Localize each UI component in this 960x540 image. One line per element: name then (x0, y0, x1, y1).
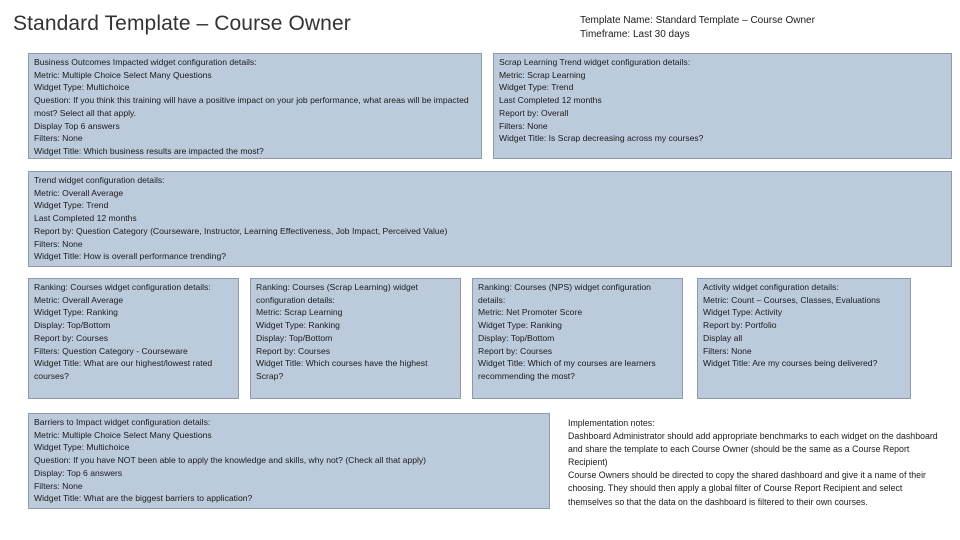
box-line: Ranking: Courses (NPS) widget configuration details: (478, 282, 651, 305)
box-line: Scrap Learning Trend widget configuration details: (499, 57, 691, 67)
box-line: Report by: Courses (478, 345, 553, 356)
box-line: Barriers to Impact widget configuration details: (34, 417, 211, 427)
box-line: Question: If you have NOT been able to apply the knowledge and skills, why not? (Check all that apply) (34, 455, 427, 466)
box-line: Widget Title: Which business results are impacted the most? (34, 145, 264, 156)
box-line: Report by: Courses (256, 345, 331, 356)
box-line: Filters: None (34, 480, 83, 491)
box-line: Activity widget configuration details: (703, 282, 839, 292)
page-title: Standard Template – Course Owner (13, 12, 351, 35)
box-line: Question: If you think this training will have a positive impact on your job performance, what areas will be impacted most? Select all that apply. (34, 95, 469, 118)
box-line: Metric: Overall Average (34, 294, 124, 305)
box-line: Widget Type: Ranking (256, 320, 340, 331)
box-line: Filters: Question Category - Courseware (34, 345, 188, 356)
box-line: Widget Type: Multichoice (34, 82, 130, 93)
box-line: Metric: Multiple Choice Select Many Questions (34, 69, 212, 80)
box-line: Display: Top/Bottom (34, 320, 111, 331)
box-line: Widget Type: Ranking (478, 320, 562, 331)
box-line: Widget Title: Which courses have the highest Scrap? (256, 358, 428, 381)
box-line: Report by: Question Category (Courseware, Instructor, Learning Effectiveness, Job Impact, Perceived Value) (34, 225, 448, 236)
box-line: Trend widget configuration details: (34, 175, 165, 185)
box-line: Report by: Overall (499, 107, 569, 118)
box-line: Widget Title: Which of my courses are learners recommending the most? (478, 358, 656, 381)
ranking-courses-box (28, 278, 239, 399)
timeframe: Timeframe: Last 30 days (580, 29, 690, 40)
box-line: Display: Top/Bottom (256, 332, 333, 343)
activity-box (697, 278, 911, 399)
box-line: Business Outcomes Impacted widget configuration details: (34, 57, 257, 67)
box-line: Display Top 6 answers (34, 120, 120, 131)
box-line: Last Completed 12 months (34, 213, 137, 224)
box-line: Ranking: Courses (Scrap Learning) widget configuration details: (256, 282, 418, 305)
ranking-nps-box (472, 278, 683, 399)
template-meta (580, 14, 815, 42)
box-line: Metric: Scrap Learning (256, 307, 343, 318)
box-line: Widget Type: Ranking (34, 307, 118, 318)
box-line: Display: Top/Bottom (478, 332, 555, 343)
box-line: Metric: Count – Courses, Classes, Evaluations (703, 294, 881, 305)
box-line: Widget Title: What are our highest/lowest rated courses? (34, 358, 213, 381)
box-line: Filters: None (703, 345, 752, 356)
template-name: Template Name: Standard Template – Course Owner (580, 15, 815, 26)
box-line: Widget Title: Is Scrap decreasing across my courses? (499, 133, 704, 144)
box-line: Widget Type: Trend (34, 200, 109, 211)
box-line: Widget Type: Trend (499, 82, 574, 93)
box-line: Widget Type: Activity (703, 307, 783, 318)
box-line: Display: Top 6 answers (34, 467, 123, 478)
box-line: Display all (703, 332, 743, 343)
box-line: Filters: None (34, 238, 83, 249)
box-line: Widget Title: Are my courses being delivered? (703, 358, 878, 369)
box-line: Metric: Net Promoter Score (478, 307, 583, 318)
ranking-scrap-box (250, 278, 461, 399)
box-line: Filters: None (34, 133, 83, 144)
box-line: Metric: Multiple Choice Select Many Questions (34, 429, 212, 440)
trend-box (28, 171, 952, 267)
scrap-learning-trend-box (493, 53, 952, 159)
box-line: Report by: Courses (34, 332, 109, 343)
notes-heading: Implementation notes: (568, 418, 655, 428)
box-line: Report by: Portfolio (703, 320, 777, 331)
notes-paragraph: Course Owners should be directed to copy the shared dashboard and give it a name of their choosing. They should then apply a global filter of Course Report Recipient and select themselves so that the data on the dashboard is filtered to their own courses. (568, 470, 926, 507)
box-line: Filters: None (499, 120, 548, 131)
box-line: Widget Title: What are the biggest barriers to application? (34, 493, 253, 504)
box-line: Ranking: Courses widget configuration details: (34, 282, 211, 292)
box-line: Metric: Scrap Learning (499, 69, 586, 80)
box-line: Widget Title: How is overall performance trending? (34, 251, 227, 262)
box-line: Metric: Overall Average (34, 187, 124, 198)
barriers-box (28, 413, 550, 509)
box-line: Widget Type: Multichoice (34, 442, 130, 453)
notes-paragraph: Dashboard Administrator should add appropriate benchmarks to each widget on the dashboard and share the template to each Course Owner (should be the same as a Course Report Recipient) (568, 431, 938, 468)
business-outcomes-box (28, 53, 482, 159)
box-line: Last Completed 12 months (499, 95, 602, 106)
implementation-notes (568, 417, 948, 509)
